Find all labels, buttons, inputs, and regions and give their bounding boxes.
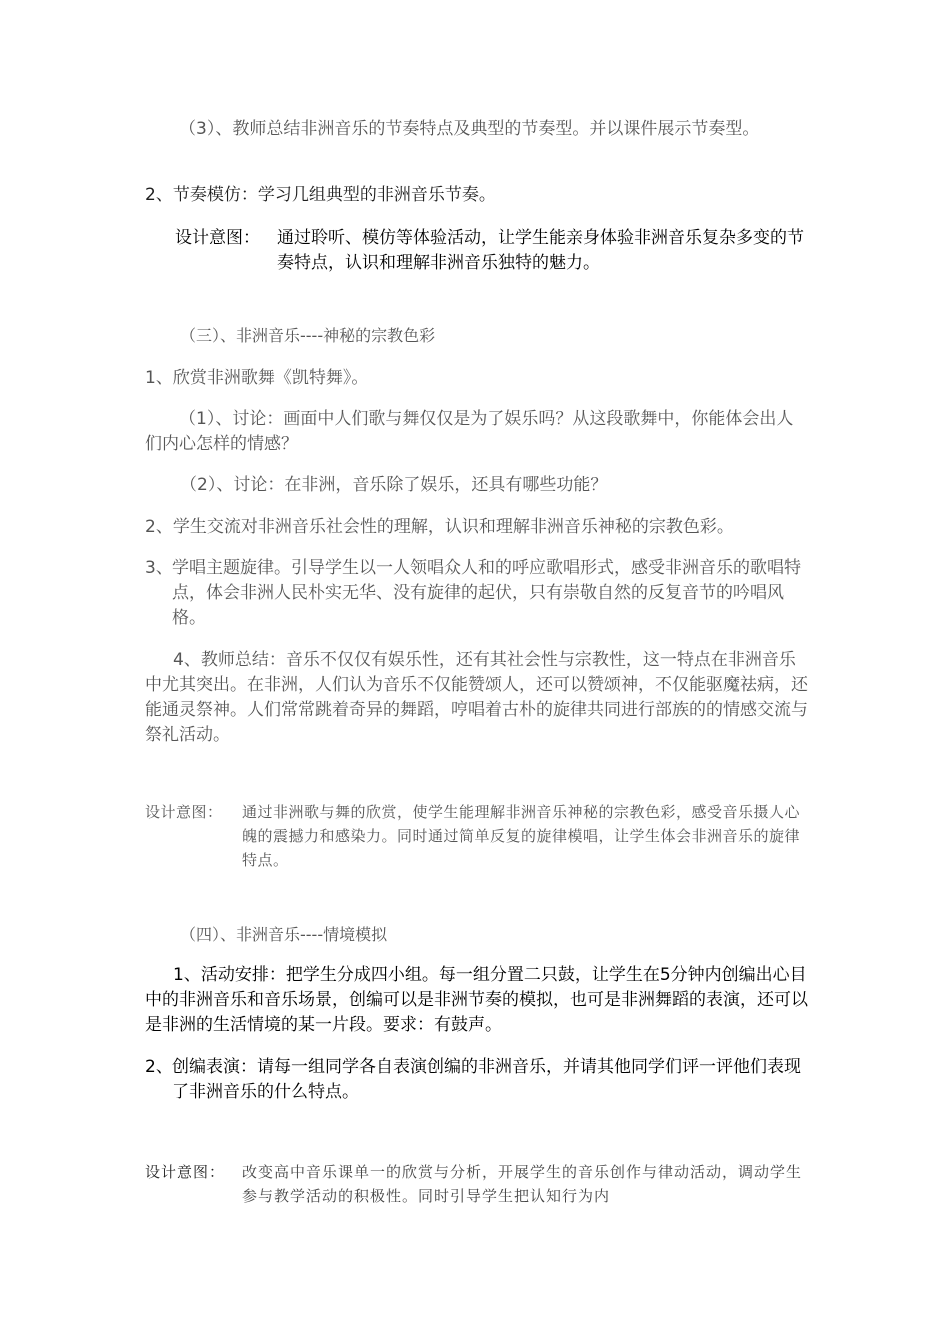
design-intent-2 <box>145 800 810 872</box>
design-intent-text: 通过非洲歌与舞的欣赏，使学生能理解非洲音乐神秘的宗教色彩，感受音乐摄人心魄的震撼力和感染力。同时通过简单反复的旋律模唱，让学生体会非洲音乐的旋律特点。 <box>242 803 801 869</box>
paragraph-rhythm-summary: （3）、教师总结非洲音乐的节奏特点及典型的节奏型。并以课件展示节奏型。 <box>179 119 760 139</box>
list-item-text: 学唱主题旋律。引导学生以一人领唱众人和的呼应歌唱形式，感受非洲音乐的歌唱特点，体会非洲人民朴实无华、没有旋律的起伏，只有崇敬自然的反复音节的吟唱风格。 <box>172 558 801 628</box>
design-intent-3 <box>145 1160 810 1210</box>
list-item-learn-melody <box>145 556 810 631</box>
design-intent-label: 设计意图： <box>175 228 260 248</box>
paragraph-teacher-summary: 4、教师总结：音乐不仅仅有娱乐性，还有其社会性与宗教性，这一特点在非洲音乐中尤其突出。在非洲，人们认为音乐不仅能赞颂人，还可以赞颂神，不仅能驱魔祛病，还能通灵祭神。人们常常跳着奇异的舞蹈，哼唱着古朴的旋律共同进行部族的的情感交流与祭礼活动。 <box>145 650 808 745</box>
design-intent-label: 设计意图： <box>145 803 223 821</box>
design-intent-label: 设计意图： <box>145 1163 226 1181</box>
design-intent-1 <box>145 226 810 276</box>
list-number: 2、 <box>145 1057 173 1077</box>
design-intent-text: 改变高中音乐课单一的欣赏与分析，开展学生的音乐创作与律动活动，调动学生参与教学活动的积极性。同时引导学生把认知行为内 <box>242 1163 803 1205</box>
list-item-text: 创编表演：请每一组同学各自表演创编的非洲音乐，并请其他同学们评一评他们表现了非洲音乐的什么特点。 <box>172 1057 801 1102</box>
paragraph-rhythm-imitation: 2、节奏模仿：学习几组典型的非洲音乐节奏。 <box>145 185 496 205</box>
list-number: 3、 <box>145 558 173 578</box>
discussion-question-2: （2）、讨论：在非洲，音乐除了娱乐，还具有哪些功能？ <box>180 475 608 495</box>
list-item-performance <box>145 1055 810 1105</box>
list-item-activity-arrangement: 1、活动安排：把学生分成四小组。每一组分置二只鼓，让学生在5分钟内创编出心目中的非洲音乐和音乐场景，创编可以是非洲节奏的模拟，也可是非洲舞蹈的表演，还可以是非洲的生活情境的某一片段。要求：有鼓声。 <box>145 965 808 1035</box>
discussion-question-1: （1）、讨论：画面中人们歌与舞仅仅是为了娱乐吗？从这段歌舞中，你能体会出人们内心怎样的情感？ <box>145 409 794 454</box>
section-three-heading: （三）、非洲音乐----神秘的宗教色彩 <box>180 326 436 345</box>
design-intent-text: 通过聆听、模仿等体验活动，让学生能亲身体验非洲音乐复杂多变的节奏特点，认识和理解非洲音乐独特的魅力。 <box>277 228 804 273</box>
list-item-student-exchange: 2、学生交流对非洲音乐社会性的理解，认识和理解非洲音乐神秘的宗教色彩。 <box>145 517 734 537</box>
section-four-heading: （四）、非洲音乐----情境模拟 <box>180 925 388 944</box>
list-item-appreciate-dance: 1、欣赏非洲歌舞《凯特舞》。 <box>145 368 369 388</box>
